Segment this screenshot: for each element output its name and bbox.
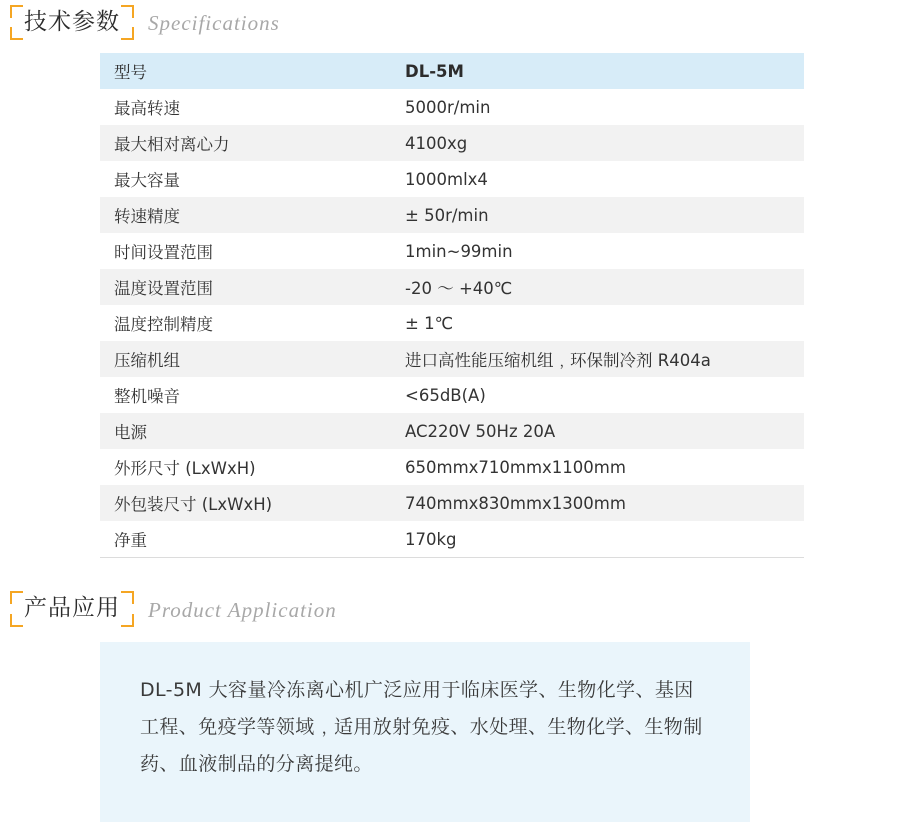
application-cn-title: 产品应用 [24, 595, 120, 622]
spec-value: 进口高性能压缩机组﹐环保制冷剂 R404a [391, 341, 804, 377]
spec-label: 时间设置范围 [114, 243, 213, 263]
table-row [100, 377, 804, 413]
spec-value: 5000r/min [405, 97, 491, 117]
application-panel [100, 642, 750, 822]
spec-label: 压缩机组 [100, 341, 391, 377]
specifications-en-title: Specifications [148, 11, 280, 36]
spec-value: 4100xg [391, 125, 804, 161]
bracket-corner-top-right-icon [121, 5, 134, 18]
table-row [100, 53, 804, 89]
table-row [100, 305, 804, 341]
bracket-corner-bottom-right-icon [121, 614, 134, 627]
spec-label: 整机噪音 [114, 387, 180, 407]
specifications-cn-title-box [10, 8, 134, 37]
spec-label: 外包装尺寸 (LxWxH) [100, 485, 391, 521]
spec-value: ± 1℃ [405, 313, 454, 333]
application-heading [0, 594, 900, 623]
spec-label: 电源 [100, 413, 391, 449]
bracket-corner-bottom-right-icon [121, 27, 134, 40]
spec-label: 净重 [100, 521, 391, 558]
spec-label: 最大容量 [114, 171, 180, 191]
spec-label: 转速精度 [100, 197, 391, 233]
table-row [100, 125, 804, 161]
spec-value: -20 ～ +40℃ [391, 269, 804, 305]
bracket-corner-top-right-icon [121, 591, 134, 604]
specifications-table-wrap [0, 53, 900, 558]
table-row [100, 197, 804, 233]
table-row [100, 485, 804, 521]
table-row [100, 161, 804, 197]
spec-label: 最大相对离心力 [100, 125, 391, 161]
application-cn-title-box [10, 594, 134, 623]
spec-value: 1000mlx4 [405, 169, 488, 189]
spec-value: <65dB(A) [405, 385, 486, 405]
spec-value: AC220V 50Hz 20A [391, 413, 804, 449]
spec-label: 型号 [100, 53, 391, 89]
specifications-table-body [100, 53, 804, 558]
spec-label: 最高转速 [114, 99, 180, 119]
spec-value: 170kg [391, 521, 804, 558]
table-row [100, 521, 804, 558]
application-paragraph: DL-5M 大容量冷冻离心机广泛应用于临床医学、生物化学、基因工程、免疫学等领域﹐适用放射免疫、水处理、生物化学、生物制药、血液制品的分离提纯。 [140, 678, 703, 775]
spec-value: 740mmx830mmx1300mm [391, 485, 804, 521]
bracket-corner-bottom-left-icon [10, 614, 23, 627]
table-row [100, 449, 804, 485]
bracket-corner-top-left-icon [10, 591, 23, 604]
spec-value: 650mmx710mmx1100mm [405, 457, 626, 477]
spec-value: ± 50r/min [391, 197, 804, 233]
table-row [100, 269, 804, 305]
specifications-cn-title: 技术参数 [24, 9, 120, 35]
bracket-corner-bottom-left-icon [10, 27, 23, 40]
spec-value: DL-5M [391, 53, 804, 89]
specifications-table [100, 53, 804, 558]
table-row [100, 413, 804, 449]
bracket-corner-top-left-icon [10, 5, 23, 18]
application-en-title: Product Application [148, 597, 337, 622]
table-row [100, 341, 804, 377]
table-row [100, 89, 804, 125]
table-row [100, 233, 804, 269]
specifications-heading [0, 0, 900, 37]
spec-label: 温度控制精度 [114, 315, 213, 335]
application-box-wrap [0, 642, 900, 822]
spec-label: 外形尺寸 (LxWxH) [114, 459, 256, 479]
spec-label: 温度设置范围 [100, 269, 391, 305]
spec-value: 1min~99min [405, 241, 513, 261]
